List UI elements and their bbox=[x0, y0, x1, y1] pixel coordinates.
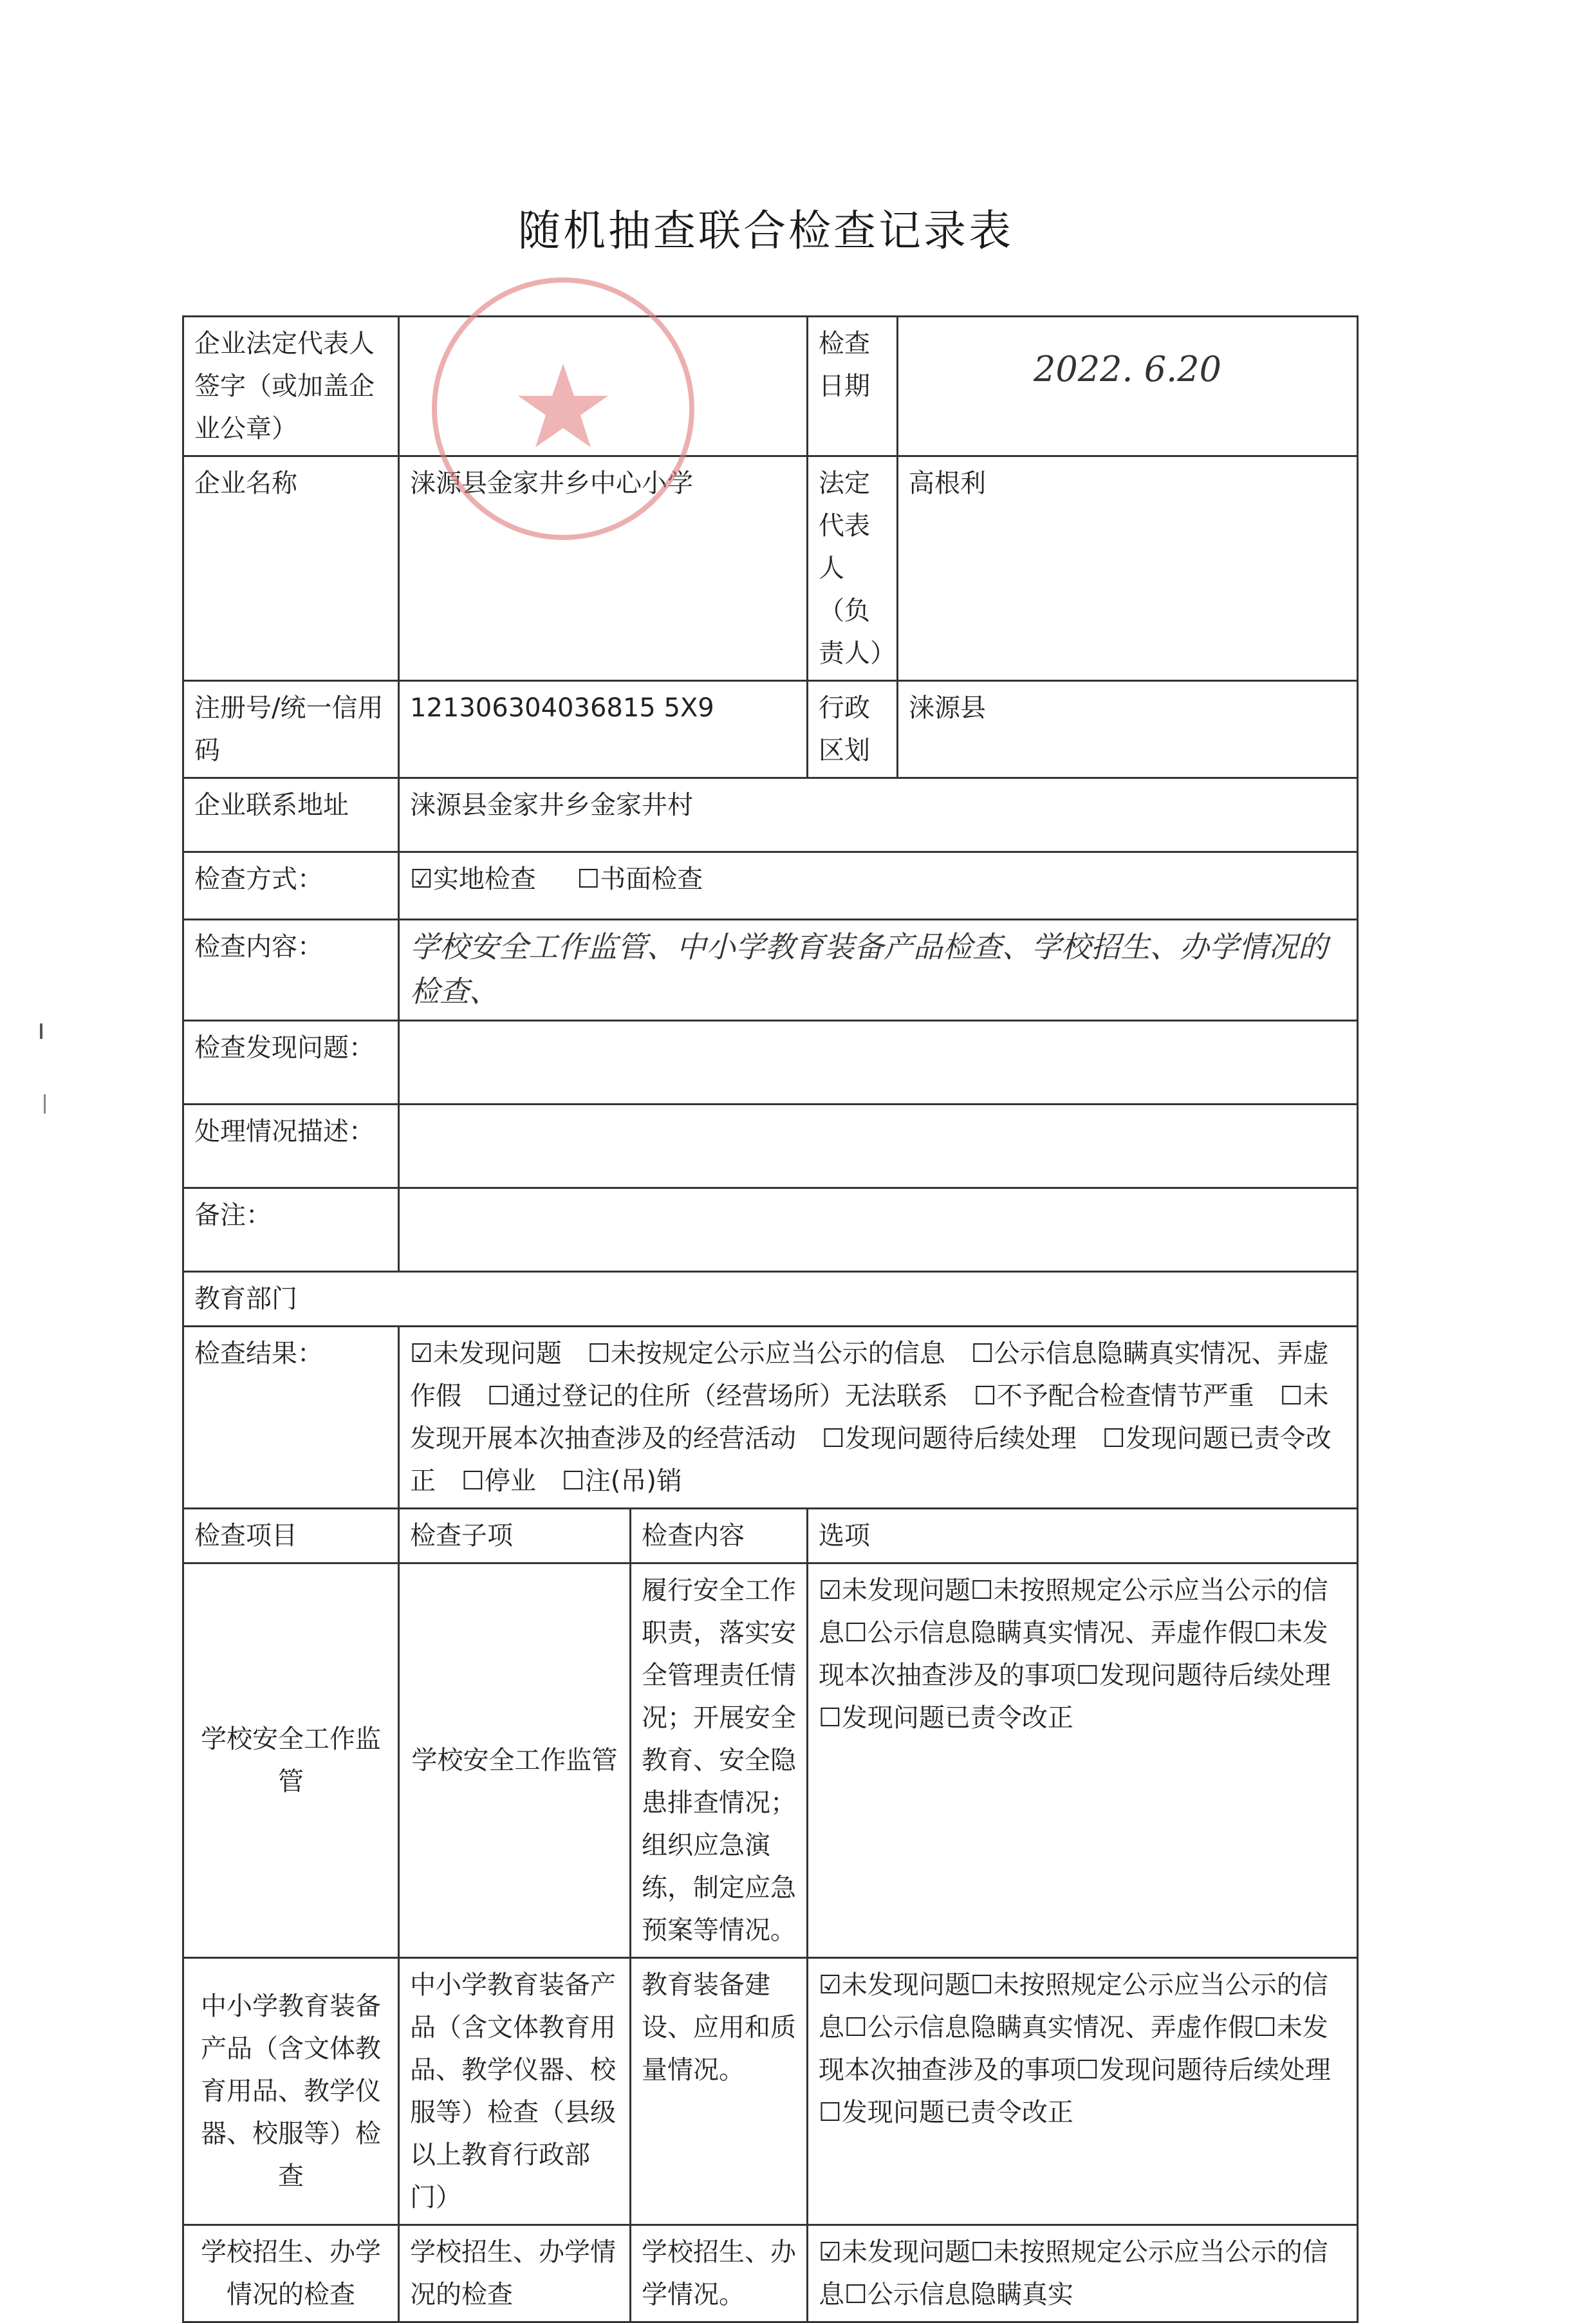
item-2-subitem: 中小学教育装备产品（含文体教育用品、教学仪器、校服等）检查（县级以上教育行政部门） bbox=[399, 1958, 631, 2225]
check-date-label: 检查日期 bbox=[808, 317, 898, 456]
item-3-content: 学校招生、办学情况。 bbox=[631, 2225, 808, 2322]
content-label: 检查内容： bbox=[183, 920, 399, 1021]
content-handwritten: 学校安全工作监管、中小学教育装备产品检查、学校招生、办学情况的检查、 bbox=[410, 929, 1328, 1009]
item-2-content: 教育装备建设、应用和质量情况。 bbox=[631, 1958, 808, 2225]
item-1-content: 履行安全工作职责，落实安全管理责任情况；开展安全教育、安全隐患排查情况；组织应急演练，制定应急预案等情况。 bbox=[631, 1563, 808, 1958]
written-checkbox[interactable]: ☐ bbox=[577, 864, 600, 894]
method-label: 检查方式： bbox=[183, 852, 399, 920]
reg-no-label: 注册号/统一信用码 bbox=[183, 681, 399, 778]
company-name-label: 企业名称 bbox=[183, 456, 399, 681]
official-seal bbox=[425, 270, 701, 547]
scan-mark bbox=[40, 1023, 42, 1039]
address-value: 涞源县金家井乡金家井村 bbox=[399, 778, 1358, 852]
result-label: 检查结果： bbox=[183, 1327, 399, 1509]
handling-field[interactable] bbox=[399, 1105, 1358, 1188]
legal-rep-label: 法定代表人（负责人） bbox=[808, 456, 898, 681]
written-label: 书面检查 bbox=[600, 864, 703, 894]
region-value: 涞源县 bbox=[898, 681, 1358, 778]
item-1-subitem: 学校安全工作监管 bbox=[399, 1563, 631, 1958]
inspection-form bbox=[182, 315, 1359, 2323]
item-1-name: 学校安全工作监管 bbox=[183, 1563, 399, 1958]
onsite-label: 实地检查 bbox=[432, 864, 536, 894]
item-3-name: 学校招生、办学情况的检查 bbox=[183, 2225, 399, 2322]
content-value[interactable] bbox=[399, 920, 1358, 1021]
method-options bbox=[399, 852, 1358, 920]
header-content: 检查内容 bbox=[631, 1509, 808, 1563]
page-title: 随机抽查联合检查记录表 bbox=[518, 206, 1014, 256]
header-subitem: 检查子项 bbox=[399, 1509, 631, 1563]
region-label: 行政区划 bbox=[808, 681, 898, 778]
reg-no-value: 121306304036815 5X9 bbox=[399, 681, 808, 778]
address-label: 企业联系地址 bbox=[183, 778, 399, 852]
item-2-options[interactable]: ☑未发现问题☐未按照规定公示应当公示的信息☐公示信息隐瞒真实情况、弄虚作假☐未发现本次抽查涉及的事项☐发现问题待后续处理☐发现问题已责令改正 bbox=[808, 1958, 1358, 2225]
signature-label: 企业法定代表人签字（或加盖企业公章） bbox=[183, 317, 399, 456]
remarks-field[interactable] bbox=[399, 1188, 1358, 1272]
problems-label: 检查发现问题： bbox=[183, 1021, 399, 1105]
item-3-subitem: 学校招生、办学情况的检查 bbox=[399, 2225, 631, 2322]
header-options: 选项 bbox=[808, 1509, 1358, 1563]
seal-star-icon bbox=[518, 364, 608, 447]
legal-rep-value: 高根利 bbox=[898, 456, 1358, 681]
remarks-label: 备注： bbox=[183, 1188, 399, 1272]
item-1-options[interactable]: ☑未发现问题☐未按照规定公示应当公示的信息☐公示信息隐瞒真实情况、弄虚作假☐未发现本次抽查涉及的事项☐发现问题待后续处理☐发现问题已责令改正 bbox=[808, 1563, 1358, 1958]
onsite-checkbox[interactable]: ☑ bbox=[410, 864, 433, 894]
item-3-options[interactable]: ☑未发现问题☐未按照规定公示应当公示的信息☐公示信息隐瞒真实 bbox=[808, 2225, 1358, 2322]
department-label: 教育部门 bbox=[183, 1272, 1358, 1327]
check-date-handwritten: 2022. 6.20 bbox=[1034, 349, 1221, 389]
item-2-name: 中小学教育装备产品（含文体教育用品、教学仪器、校服等）检查 bbox=[183, 1958, 399, 2225]
company-name-value: 涞源县金家井乡中心小学 bbox=[399, 456, 808, 681]
header-item: 检查项目 bbox=[183, 1509, 399, 1563]
check-date-value[interactable] bbox=[898, 317, 1358, 456]
problems-field[interactable] bbox=[399, 1021, 1358, 1105]
result-options[interactable]: ☑未发现问题 ☐未按规定公示应当公示的信息 ☐公示信息隐瞒真实情况、弄虚作假 ☐通过登记的住所（经营场所）无法联系 ☐不予配合检查情节严重 ☐未发现开展本次抽查涉及的经营活动 ☐发现问题待后续处理 ☐发现问题已责令改正 ☐停业 ☐注(吊)销 bbox=[399, 1327, 1358, 1509]
scan-mark bbox=[44, 1094, 46, 1114]
handling-label: 处理情况描述： bbox=[183, 1105, 399, 1188]
